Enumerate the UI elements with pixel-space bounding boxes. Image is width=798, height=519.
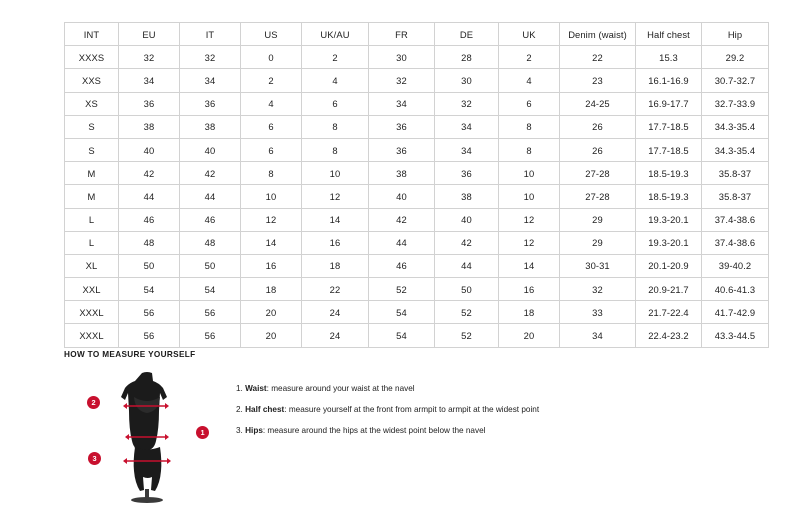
- cell: 35.8-37: [702, 185, 769, 208]
- measure-badge-2: 2: [87, 396, 100, 409]
- cell: 34: [180, 69, 241, 92]
- cell: 26: [560, 115, 636, 138]
- cell: 50: [435, 278, 499, 301]
- cell: 54: [119, 278, 180, 301]
- cell: XXXL: [65, 301, 119, 324]
- cell: 32.7-33.9: [702, 92, 769, 115]
- how-to-measure-body: [64, 369, 744, 504]
- cell: 38: [435, 185, 499, 208]
- cell: XXXS: [65, 46, 119, 69]
- table-row: [65, 115, 769, 138]
- cell: 52: [369, 278, 435, 301]
- cell: 6: [241, 138, 302, 161]
- cell: 8: [302, 138, 369, 161]
- cell: 18.5-19.3: [636, 185, 702, 208]
- cell: 40: [369, 185, 435, 208]
- table-row: [65, 69, 769, 92]
- cell: 12: [499, 208, 560, 231]
- cell: 12: [302, 185, 369, 208]
- measure-item-text: : measure around your waist at the navel: [266, 384, 415, 393]
- list-item: [236, 425, 539, 437]
- cell: L: [65, 231, 119, 254]
- cell: 27-28: [560, 185, 636, 208]
- cell: 19.3-20.1: [636, 208, 702, 231]
- cell: M: [65, 185, 119, 208]
- cell: 30-31: [560, 254, 636, 277]
- cell: 14: [302, 208, 369, 231]
- list-item: [236, 383, 539, 395]
- table-row: [65, 162, 769, 185]
- cell: 27-28: [560, 162, 636, 185]
- cell: 42: [119, 162, 180, 185]
- cell: 24-25: [560, 92, 636, 115]
- cell: 20: [241, 301, 302, 324]
- cell: 32: [369, 69, 435, 92]
- cell: 8: [302, 115, 369, 138]
- cell: 4: [499, 69, 560, 92]
- cell: 37.4-38.6: [702, 231, 769, 254]
- measure-item-number: 3.: [236, 425, 243, 435]
- cell: 12: [499, 231, 560, 254]
- cell: 30: [435, 69, 499, 92]
- cell: XS: [65, 92, 119, 115]
- measure-item-term: Hips: [245, 425, 263, 435]
- column-header: Hip: [702, 23, 769, 46]
- cell: 40: [180, 138, 241, 161]
- cell: 24: [302, 324, 369, 347]
- cell: 8: [499, 115, 560, 138]
- cell: 37.4-38.6: [702, 208, 769, 231]
- cell: 43.3-44.5: [702, 324, 769, 347]
- cell: 38: [369, 162, 435, 185]
- cell: 54: [180, 278, 241, 301]
- cell: 34: [435, 115, 499, 138]
- cell: 32: [180, 46, 241, 69]
- cell: 36: [119, 92, 180, 115]
- cell: 41.7-42.9: [702, 301, 769, 324]
- cell: 52: [435, 324, 499, 347]
- cell: 18.5-19.3: [636, 162, 702, 185]
- column-header: Half chest: [636, 23, 702, 46]
- list-item: [236, 404, 539, 416]
- column-header: IT: [180, 23, 241, 46]
- cell: 26: [560, 138, 636, 161]
- cell: 8: [241, 162, 302, 185]
- cell: 30.7-32.7: [702, 69, 769, 92]
- cell: 32: [560, 278, 636, 301]
- cell: 10: [241, 185, 302, 208]
- cell: 2: [499, 46, 560, 69]
- cell: 34.3-35.4: [702, 115, 769, 138]
- table-row: [65, 231, 769, 254]
- mannequin-figure: [86, 369, 214, 504]
- measure-instructions-list: [236, 369, 539, 446]
- cell: XL: [65, 254, 119, 277]
- cell: 40: [435, 208, 499, 231]
- cell: 14: [241, 231, 302, 254]
- cell: 29: [560, 208, 636, 231]
- cell: 52: [435, 301, 499, 324]
- cell: 32: [435, 92, 499, 115]
- column-header: EU: [119, 23, 180, 46]
- cell: 0: [241, 46, 302, 69]
- how-to-measure-section: [64, 350, 744, 504]
- cell: 36: [369, 115, 435, 138]
- cell: 46: [369, 254, 435, 277]
- cell: 39-40.2: [702, 254, 769, 277]
- cell: 16: [302, 231, 369, 254]
- cell: 16.9-17.7: [636, 92, 702, 115]
- measure-badge-1: 1: [196, 426, 209, 439]
- cell: 56: [119, 301, 180, 324]
- cell: 22.4-23.2: [636, 324, 702, 347]
- cell: 44: [369, 231, 435, 254]
- cell: 16: [499, 278, 560, 301]
- cell: 20: [241, 324, 302, 347]
- measure-item-number: 2.: [236, 404, 243, 414]
- cell: 10: [499, 162, 560, 185]
- cell: 6: [302, 92, 369, 115]
- cell: 16: [241, 254, 302, 277]
- cell: 6: [499, 92, 560, 115]
- table-header-row: [65, 23, 769, 46]
- cell: 18: [241, 278, 302, 301]
- column-header: US: [241, 23, 302, 46]
- cell: 10: [499, 185, 560, 208]
- column-header: DE: [435, 23, 499, 46]
- cell: 4: [302, 69, 369, 92]
- measure-item-term: Half chest: [245, 404, 285, 414]
- cell: 42: [369, 208, 435, 231]
- cell: 2: [302, 46, 369, 69]
- cell: 44: [180, 185, 241, 208]
- cell: 36: [435, 162, 499, 185]
- cell: 12: [241, 208, 302, 231]
- cell: 15.3: [636, 46, 702, 69]
- table-row: [65, 254, 769, 277]
- column-header: Denim (waist): [560, 23, 636, 46]
- cell: 34.3-35.4: [702, 138, 769, 161]
- cell: 24: [302, 301, 369, 324]
- cell: 4: [241, 92, 302, 115]
- cell: 8: [499, 138, 560, 161]
- size-chart-container: [64, 22, 756, 348]
- cell: 54: [369, 301, 435, 324]
- measure-item-term: Waist: [245, 384, 267, 393]
- cell: 23: [560, 69, 636, 92]
- cell: 42: [180, 162, 241, 185]
- table-row: [65, 46, 769, 69]
- cell: 56: [180, 324, 241, 347]
- cell: M: [65, 162, 119, 185]
- cell: 38: [180, 115, 241, 138]
- cell: 56: [119, 324, 180, 347]
- cell: 50: [180, 254, 241, 277]
- measure-badge-3: 3: [88, 452, 101, 465]
- cell: 50: [119, 254, 180, 277]
- cell: 46: [180, 208, 241, 231]
- cell: 32: [119, 46, 180, 69]
- measure-item-text: : measure yourself at the front from armpit to armpit at the widest point: [284, 404, 540, 414]
- table-row: [65, 324, 769, 347]
- cell: 21.7-22.4: [636, 301, 702, 324]
- cell: 36: [369, 138, 435, 161]
- cell: 30: [369, 46, 435, 69]
- cell: 38: [119, 115, 180, 138]
- cell: S: [65, 138, 119, 161]
- table-row: [65, 301, 769, 324]
- measure-item-text: : measure around the hips at the widest point below the navel: [262, 425, 486, 435]
- cell: 48: [119, 231, 180, 254]
- how-to-measure-title: HOW TO MEASURE YOURSELF: [64, 350, 196, 359]
- table-row: [65, 138, 769, 161]
- cell: 34: [435, 138, 499, 161]
- cell: 42: [435, 231, 499, 254]
- cell: XXXL: [65, 324, 119, 347]
- cell: 14: [499, 254, 560, 277]
- column-header: FR: [369, 23, 435, 46]
- cell: 18: [499, 301, 560, 324]
- mannequin-illustration: [104, 371, 190, 503]
- cell: 16.1-16.9: [636, 69, 702, 92]
- cell: XXS: [65, 69, 119, 92]
- cell: 22: [560, 46, 636, 69]
- cell: 48: [180, 231, 241, 254]
- cell: 29.2: [702, 46, 769, 69]
- column-header: UK: [499, 23, 560, 46]
- table-row: [65, 208, 769, 231]
- cell: S: [65, 115, 119, 138]
- cell: 19.3-20.1: [636, 231, 702, 254]
- cell: 33: [560, 301, 636, 324]
- cell: 18: [302, 254, 369, 277]
- cell: 2: [241, 69, 302, 92]
- cell: 34: [119, 69, 180, 92]
- cell: 34: [560, 324, 636, 347]
- table-row: [65, 185, 769, 208]
- cell: 46: [119, 208, 180, 231]
- cell: 35.8-37: [702, 162, 769, 185]
- table-row: [65, 278, 769, 301]
- cell: 54: [369, 324, 435, 347]
- cell: 28: [435, 46, 499, 69]
- cell: XXL: [65, 278, 119, 301]
- cell: 44: [119, 185, 180, 208]
- cell: 20: [499, 324, 560, 347]
- cell: 36: [180, 92, 241, 115]
- cell: 17.7-18.5: [636, 138, 702, 161]
- cell: 20.1-20.9: [636, 254, 702, 277]
- size-chart-table: [64, 22, 769, 348]
- cell: 22: [302, 278, 369, 301]
- cell: 56: [180, 301, 241, 324]
- cell: 44: [435, 254, 499, 277]
- column-header: UK/AU: [302, 23, 369, 46]
- cell: L: [65, 208, 119, 231]
- cell: 17.7-18.5: [636, 115, 702, 138]
- cell: 40: [119, 138, 180, 161]
- table-row: [65, 92, 769, 115]
- cell: 40.6-41.3: [702, 278, 769, 301]
- column-header: INT: [65, 23, 119, 46]
- cell: 29: [560, 231, 636, 254]
- cell: 6: [241, 115, 302, 138]
- cell: 20.9-21.7: [636, 278, 702, 301]
- measure-item-number: 1.: [236, 384, 243, 393]
- cell: 34: [369, 92, 435, 115]
- cell: 10: [302, 162, 369, 185]
